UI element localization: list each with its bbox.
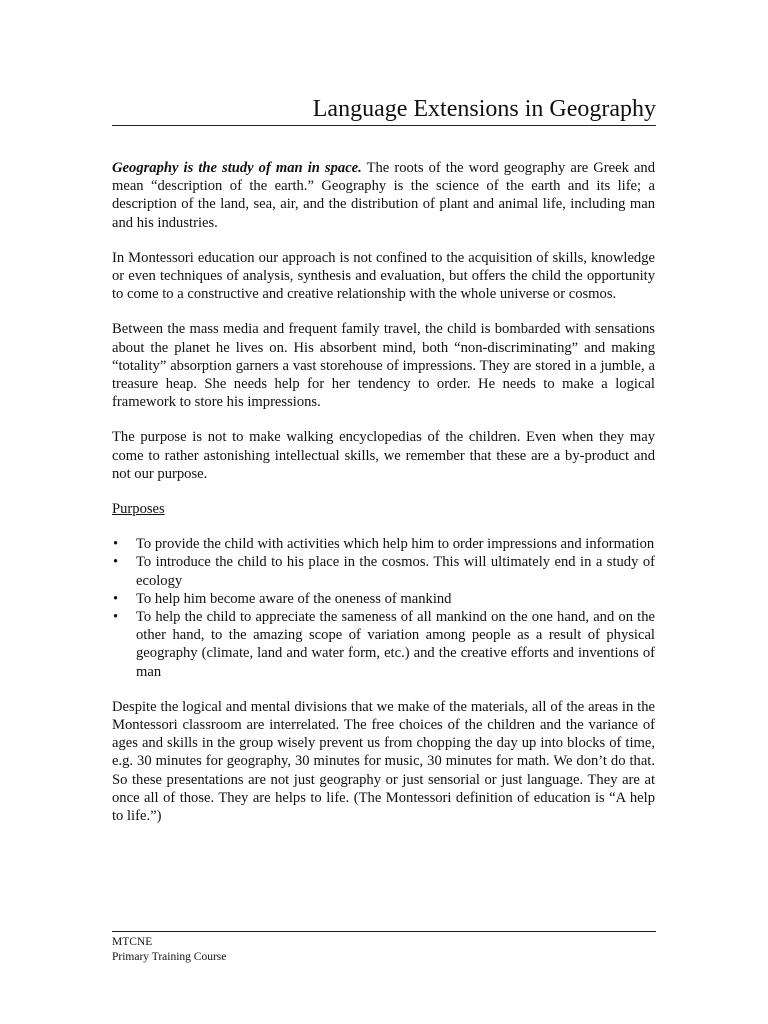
footer-org: MTCNE — [112, 936, 153, 948]
document-body — [112, 159, 655, 842]
footer-course: Primary Training Course — [112, 951, 227, 963]
page-title: Language Extensions in Geography — [312, 96, 656, 122]
list-item — [112, 590, 655, 608]
list-item — [112, 553, 655, 589]
purposes-heading: Purposes — [112, 501, 165, 518]
title-divider — [112, 125, 656, 126]
bullet-icon: • — [113, 609, 119, 626]
list-item-text: To provide the child with activities which help him to order impressions and information — [136, 536, 655, 553]
list-item-text: To introduce the child to his place in the cosmos. This will ultimately end in a study of ecology — [136, 554, 655, 589]
closing-paragraph: Despite the logical and mental divisions that we make of the materials, all of the areas in the Montessori classroom are interrelated. The free choices of the children and the variance of ages and skills in the group wisely prevent us from chopping the day up into blocks of time, e.g. 30 minutes for geography, 30 minutes for music, 30 minutes for math. We don’t do that. So these presentations are not just geography or just sensorial or just language. They are at once all of those. They are helps to life. (The Montessori definition of education is “A help to life.”) — [112, 698, 655, 825]
paragraph-purpose: The purpose is not to make walking encyclopedias of the children. Even when they may come to rather astonishing intellectual skills, we remember that these are a by-product and not our purpose. — [112, 429, 655, 482]
intro-paragraph — [112, 159, 655, 232]
footer — [112, 935, 226, 965]
intro-lead: Geography is the study of man in space. — [112, 160, 362, 176]
paragraph-montessori: In Montessori education our approach is not confined to the acquisition of skills, knowledge or even techniques of analysis, synthesis and evaluation, but offers the child the opportunity to come to a constructive and creative relationship with the whole universe or cosmos. — [112, 249, 655, 303]
paragraph-media: Between the mass media and frequent family travel, the child is bombarded with sensations about the planet he lives on. His absorbent mind, both “non-discriminating” and making “totality” absorption garners a vast storehouse of impressions. They are stored in a jumble, a treasure heap. She needs help for her tendency to order. He needs to make a logical framework to store his impressions. — [112, 321, 655, 411]
bullet-icon: • — [113, 536, 119, 553]
bullet-icon: • — [113, 554, 119, 571]
purposes-list — [112, 535, 655, 681]
bullet-icon: • — [113, 590, 119, 607]
list-item — [112, 608, 655, 681]
intro-text: The roots of the word geography are Greek and mean “description of the earth.” Geography is the science of the earth and its life; a description of the land, sea, air, and the distribution of plant and animal life, including man and his industries. — [112, 160, 655, 231]
list-item-text: To help him become aware of the oneness of mankind — [136, 590, 452, 607]
footer-divider — [112, 931, 656, 932]
list-item — [112, 535, 655, 553]
list-item-text: To help the child to appreciate the sameness of all mankind on the one hand, and on the other hand, to the amazing scope of variation among people as a result of physical geography (climate, land and water form, etc.) and the creative efforts and inventions of man — [136, 609, 655, 680]
